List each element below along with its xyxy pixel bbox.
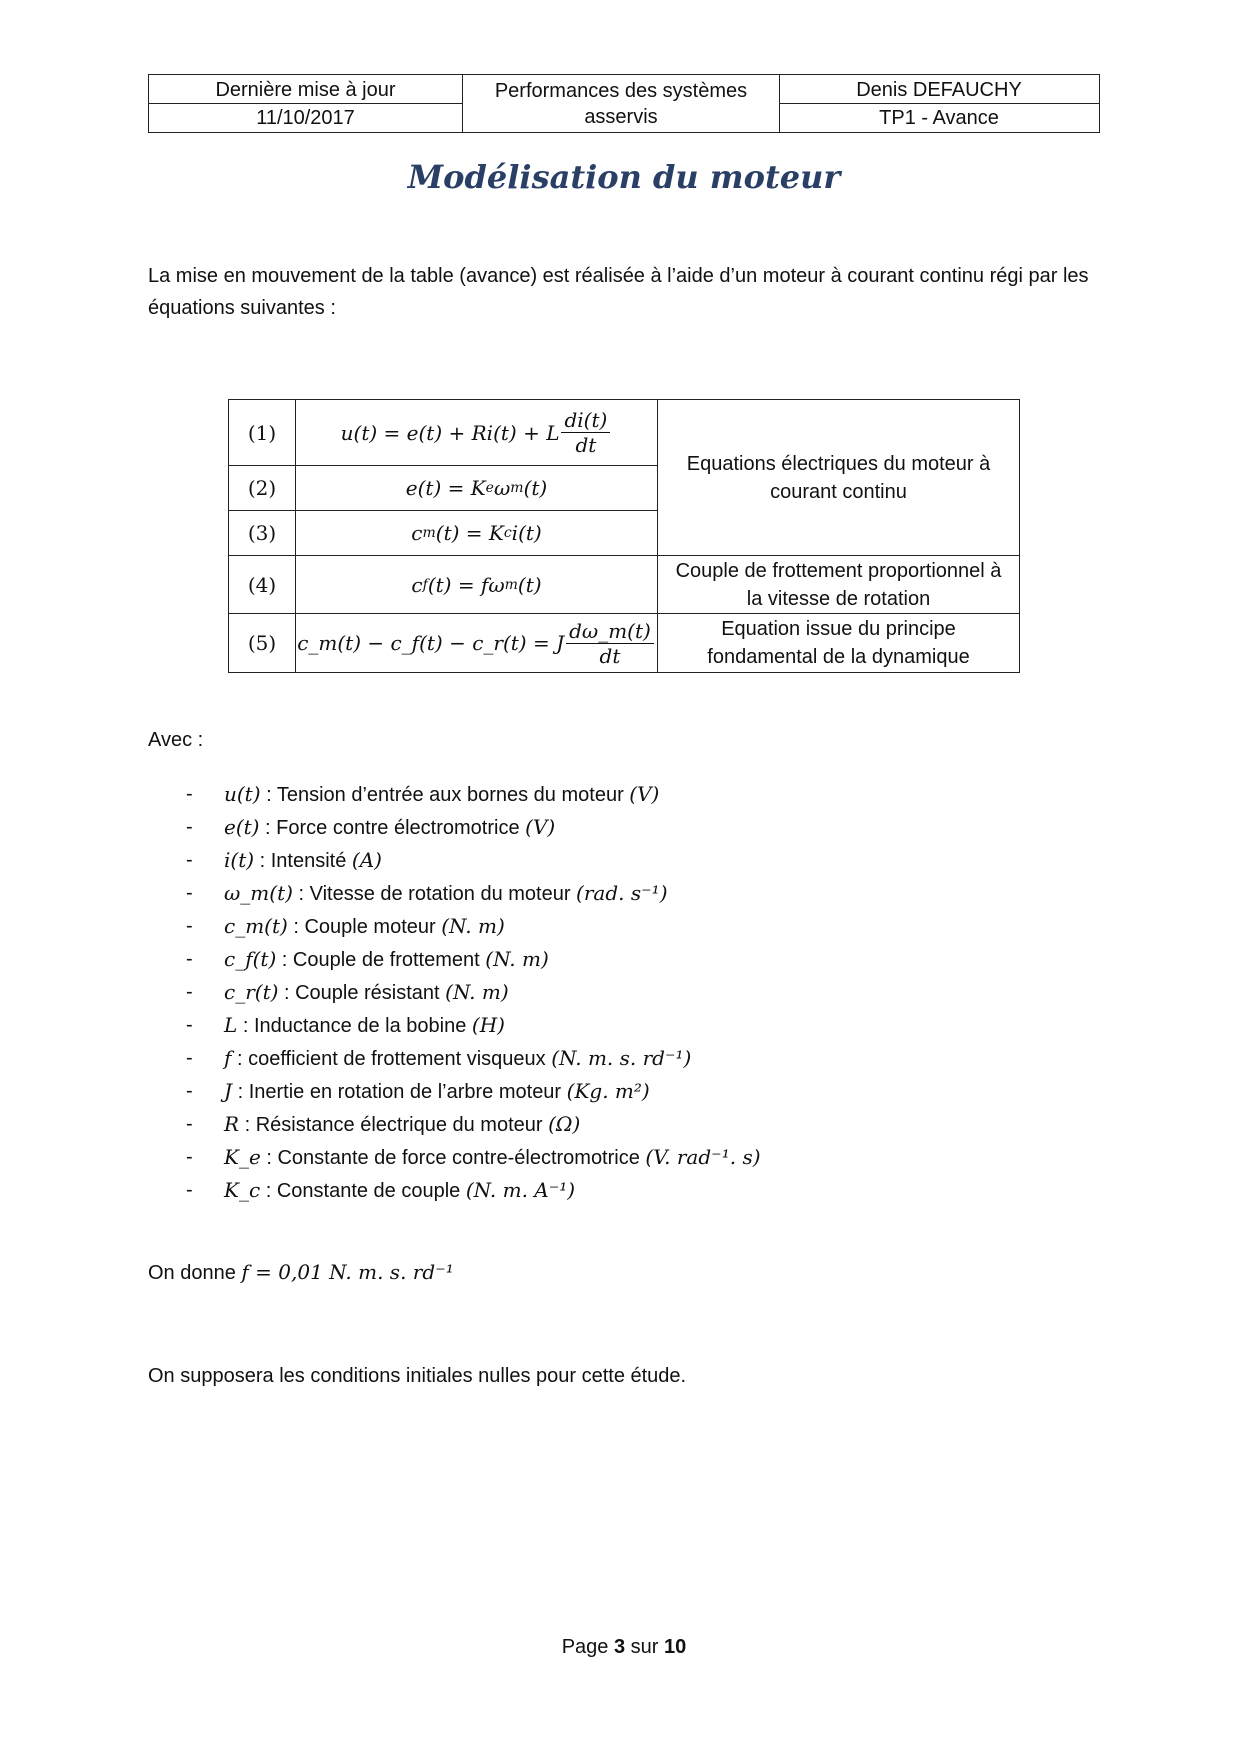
list-dash: - <box>186 1179 193 1201</box>
page-number: 3 <box>613 1636 626 1658</box>
variable-description: : Tension d’entrée aux bornes du moteur <box>260 784 630 806</box>
variable-symbol: c_m(t) <box>224 914 288 938</box>
variable-entry <box>224 1141 761 1175</box>
eq-part: i(t) <box>511 521 542 545</box>
fraction-numerator: di(t) <box>561 408 610 433</box>
variable-description: : Couple de frottement <box>276 949 486 971</box>
avec-label: Avec : <box>148 729 204 751</box>
given-value-line <box>148 1256 454 1289</box>
conditions-paragraph: On supposera les conditions initiales nulles pour cette étude. <box>148 1365 687 1387</box>
list-dash: - <box>186 882 193 904</box>
variable-symbol: c_r(t) <box>224 980 279 1004</box>
page-title: Modélisation du moteur <box>407 158 841 196</box>
variable-symbol: K_e <box>224 1145 261 1169</box>
equations-table <box>228 399 1020 673</box>
variable-unit: (V) <box>525 815 556 839</box>
eq-subscript: m <box>504 576 518 593</box>
variable-description: : Force contre électromotrice <box>259 817 526 839</box>
list-dash: - <box>186 981 193 1003</box>
variable-entry <box>224 976 509 1010</box>
eq-part: (t) = fω <box>427 572 505 597</box>
variable-entry <box>224 1075 650 1109</box>
eq-subscript: c <box>503 525 512 541</box>
variable-unit: (N. m) <box>441 914 505 938</box>
variable-unit: (rad. s⁻¹) <box>576 881 668 905</box>
variable-unit: (N. m. s. rd⁻¹) <box>551 1046 692 1070</box>
variable-entry <box>224 778 659 812</box>
variable-description: : Inertie en rotation de l’arbre moteur <box>232 1081 567 1103</box>
equation-lhs: u(t) = e(t) + Ri(t) + L <box>340 420 560 445</box>
variable-symbol: ω_m(t) <box>224 881 293 905</box>
list-dash: - <box>186 1047 193 1069</box>
list-dash: - <box>186 948 193 970</box>
variable-entry <box>224 910 505 944</box>
header-table <box>148 74 1100 133</box>
list-dash: - <box>186 1014 193 1036</box>
variable-symbol: u(t) <box>224 782 261 806</box>
variable-unit: (V. rad⁻¹. s) <box>645 1145 761 1169</box>
list-dash: - <box>186 915 193 937</box>
page-footer <box>0 1636 1240 1659</box>
eq-subscript: e <box>485 480 494 496</box>
given-value: f = 0,01 N. m. s. rd⁻¹ <box>241 1260 454 1284</box>
variable-entry <box>224 877 668 911</box>
variable-entry <box>224 1174 575 1208</box>
list-dash: - <box>186 1080 193 1102</box>
variable-entry <box>224 1009 505 1043</box>
variable-unit: (Ω) <box>548 1112 581 1136</box>
equation-number: (4) <box>247 572 277 597</box>
equation-number: (5) <box>247 631 277 655</box>
author-name: Denis DEFAUCHY <box>856 78 1022 101</box>
fraction-denominator: dt <box>599 643 621 668</box>
eq-part: e(t) = K <box>405 476 486 500</box>
intro-paragraph: La mise en mouvement de la table (avance) est réalisée à l’aide d’un moteur à courant continu régi par les équations suivantes : <box>148 265 1089 319</box>
variable-unit: (N. m) <box>445 980 509 1004</box>
variable-description: : Résistance électrique du moteur <box>239 1114 549 1136</box>
equation-5 <box>296 614 657 672</box>
variable-description: : coefficient de frottement visqueux <box>231 1048 552 1070</box>
fraction-numerator: dω_m(t) <box>566 619 654 644</box>
variable-description: : Constante de force contre-électromotrice <box>260 1147 646 1169</box>
variable-description: : Couple moteur <box>287 916 442 938</box>
variable-entry <box>224 811 555 845</box>
variable-description: : Couple résistant <box>278 982 446 1004</box>
list-dash: - <box>186 1113 193 1135</box>
fraction-denominator: dt <box>575 433 597 457</box>
derivative-fraction <box>561 408 610 457</box>
eq-part: (t) <box>517 572 542 597</box>
last-update-label: Dernière mise à jour <box>215 78 396 101</box>
variable-symbol: i(t) <box>224 848 255 872</box>
variable-unit: (N. m) <box>485 947 549 971</box>
variable-description: : Intensité <box>254 850 352 872</box>
eq-subscript: f <box>422 576 428 593</box>
variable-description: : Inductance de la bobine <box>237 1015 472 1037</box>
equation-number: (1) <box>247 420 277 445</box>
update-date: 11/10/2017 <box>256 107 355 129</box>
variable-symbol: e(t) <box>224 815 260 839</box>
variable-symbol: L <box>224 1013 238 1037</box>
variable-symbol: c_f(t) <box>224 947 277 971</box>
variable-unit: (N. m. A⁻¹) <box>465 1178 576 1202</box>
eq-subscript: m <box>422 525 436 541</box>
list-dash: - <box>186 849 193 871</box>
desc-electric: Equations électriques du moteur à courant continu <box>686 452 991 503</box>
variable-unit: (A) <box>351 848 382 872</box>
eq-part: (t) <box>523 476 548 500</box>
list-dash: - <box>186 816 193 838</box>
given-prefix: On donne <box>148 1262 242 1284</box>
list-dash: - <box>186 783 193 805</box>
variable-description: : Constante de couple <box>260 1180 466 1202</box>
footer-prefix: Page <box>561 1636 614 1658</box>
variable-entry <box>224 844 382 878</box>
variable-symbol: K_c <box>224 1178 261 1202</box>
eq-part: ω <box>493 476 511 500</box>
equation-1 <box>296 400 657 465</box>
variable-entry <box>224 943 549 977</box>
page-total: 10 <box>664 1636 687 1658</box>
variable-entry <box>224 1042 691 1076</box>
footer-mid: sur <box>625 1636 665 1658</box>
header-divider <box>462 75 463 132</box>
equation-number: (3) <box>247 521 277 545</box>
desc-dynamics: Equation issue du principe fondamental de la dynamique <box>707 618 970 668</box>
derivative-fraction <box>566 619 654 668</box>
variable-symbol: R <box>224 1112 240 1136</box>
desc-friction: Couple de frottement proportionnel à la vitesse de rotation <box>675 559 1002 610</box>
variable-unit: (H) <box>471 1013 505 1037</box>
list-dash: - <box>186 1146 193 1168</box>
equation-lhs: c_m(t) − c_f(t) − c_r(t) = J <box>297 631 565 655</box>
eq-part: c <box>411 572 423 597</box>
equation-3 <box>296 511 657 555</box>
eq-part: c <box>411 521 423 545</box>
variable-symbol: f <box>224 1046 232 1070</box>
tp-label: TP1 - Avance <box>879 107 999 129</box>
variable-symbol: J <box>224 1079 233 1103</box>
variable-entry <box>224 1108 580 1142</box>
eq-subscript: m <box>510 480 524 496</box>
variable-unit: (Kg. m²) <box>566 1079 650 1103</box>
course-subject: Performances des systèmes asservis <box>494 79 748 128</box>
equation-2 <box>296 466 657 510</box>
equation-number: (2) <box>247 476 277 500</box>
variable-unit: (V) <box>629 782 660 806</box>
eq-part: (t) = K <box>435 521 504 545</box>
equation-4 <box>296 556 657 613</box>
variable-description: : Vitesse de rotation du moteur <box>292 883 577 905</box>
